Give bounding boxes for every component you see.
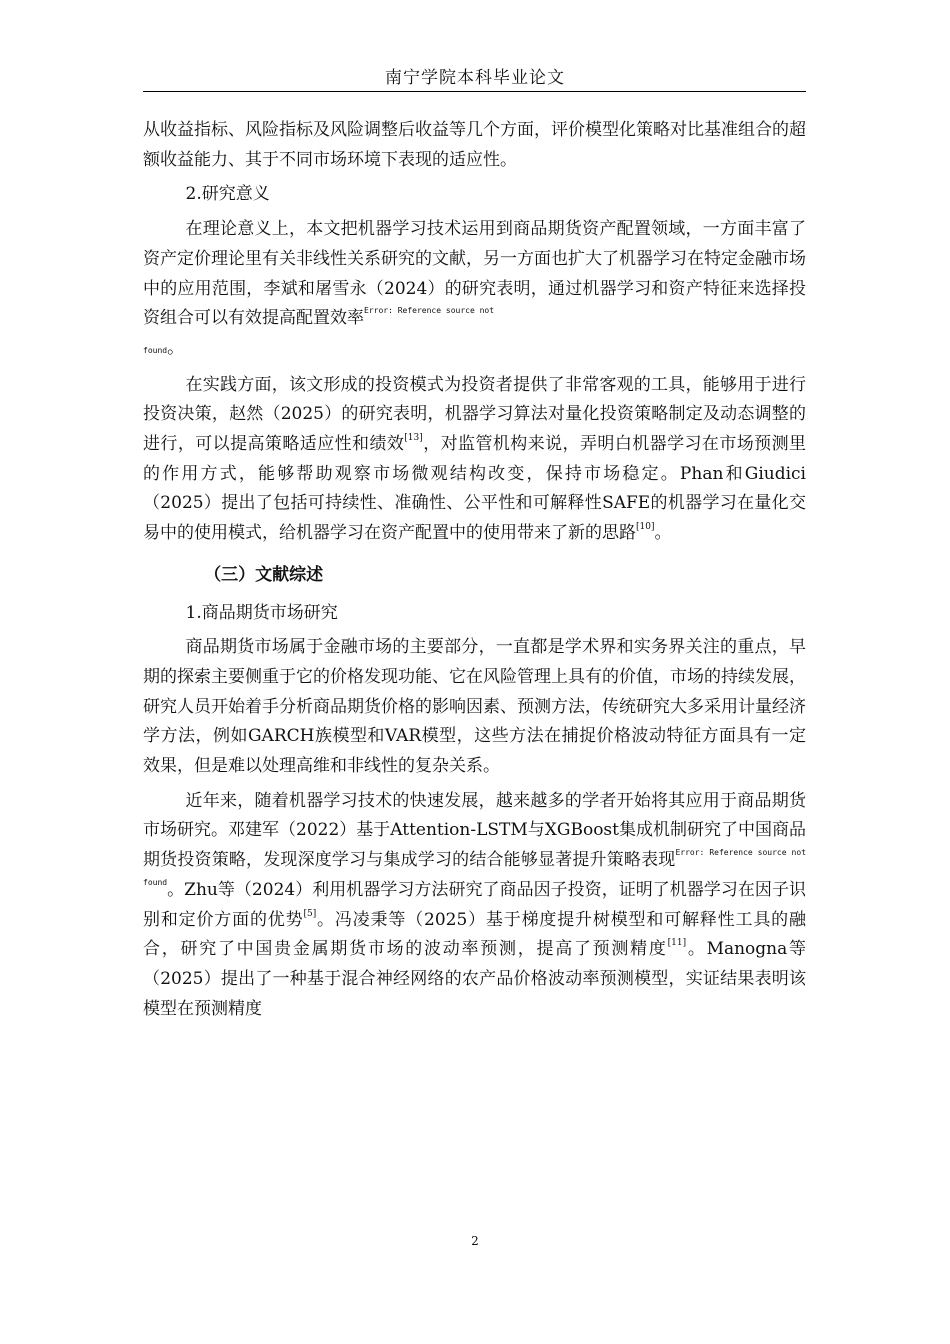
heading-research-significance: 2.研究意义: [185, 184, 270, 205]
text-span: 。: [654, 523, 672, 544]
text-span: 在理论意义上，本文把机器学习技术运用到商品期货资产配置领域，一方面丰富了资产定价理论里有关非线性关系研究的文献，另一方面也扩大了机器学习在特定金融市场中的应用范围，李斌和屠雪永（2024）的研究表明，通过机器学习和资产特征来选择投资组合可以有效提高配置效率: [143, 219, 806, 329]
paragraph-recent-research: [143, 787, 806, 1025]
reference-error: Error: Reference source not found: [143, 848, 807, 887]
paragraph-theoretical-significance: [143, 215, 806, 366]
heading-literature-review: （三）文献综述: [204, 564, 324, 585]
heading-commodity-futures-research: 1.商品期货市场研究: [185, 602, 338, 623]
reference-error: Error: Reference source not: [364, 306, 495, 316]
citation-ref: [10]: [636, 522, 655, 533]
text-span: 。: [167, 337, 185, 358]
header-rule: [143, 91, 806, 92]
body-text: [143, 116, 806, 1024]
citation-ref: [13]: [404, 433, 423, 444]
text-span: ，对监管机构来说，弄明白机器学习在市场预测里的作用方式，能够帮助观察市场微观结构改变，保持市场稳定。Phan和Giudici（2025）提出了包括可持续性、准确性、公平性和可解释性SAFE的机器学习在量化交易中的使用模式，给机器学习在资产配置中的使用带来了新的思路: [143, 434, 807, 544]
reference-error: found: [143, 345, 168, 355]
citation-ref: [11]: [667, 938, 687, 949]
text-span: 在实践方面，该文形成的投资模式为投资者提供了非常客观的工具，能够用于进行投资决策，赵然（2025）的研究表明，机器学习算法对量化投资策略制定及动态调整的进行，可以提高策略适应性和绩效: [143, 374, 806, 455]
text-span: 。冯凌秉等（2025）基于梯度提升树模型和可解释性工具的融合，研究了中国贵金属期货市场的波动率预测，提高了预测精度: [143, 909, 806, 960]
paragraph-commodity-market: 商品期货市场属于金融市场的主要部分，一直都是学术界和实务界关注的重点，早期的探索主要侧重于它的价格发现功能、它在风险管理上具有的价值，市场的持续发展，研究人员开始着手分析商品期货价格的影响因素、预测方法，传统研究大多采用计量经济学方法，例如GARCH族模型和VAR模型，这些方法在捕捉价格波动特征方面具有一定效果，但是难以处理高维和非线性的复杂关系。: [143, 637, 806, 777]
text-span: 。Zhu等（2024）利用机器学习方法研究了商品因子投资，证明了机器学习在因子识别和定价方面的优势: [143, 879, 806, 930]
text-span: 。Manogna等（2025）提出了一种基于混合神经网络的农产品价格波动率预测模型，实证结果表明该模型在预测精度: [143, 939, 806, 1019]
citation-ref: [5]: [303, 908, 317, 919]
header-title: 南宁学院本科毕业论文: [385, 68, 565, 88]
paragraph-evaluation: 从收益指标、风险指标及风险调整后收益等几个方面，评价模型化策略对比基准组合的超额收益能力、其于不同市场环境下表现的适应性。: [143, 120, 806, 170]
page-number: 2: [471, 1234, 479, 1248]
paragraph-practical-significance: [143, 371, 806, 549]
text-span: 近年来，随着机器学习技术的快速发展，越来越多的学者开始将其应用于商品期货市场研究。邓建军（2022）基于Attention-LSTM与XGBoost集成机制研究了中国商品期货投资策略，发现深度学习与集成学习的结合能够显著提升策略表现: [143, 790, 806, 871]
